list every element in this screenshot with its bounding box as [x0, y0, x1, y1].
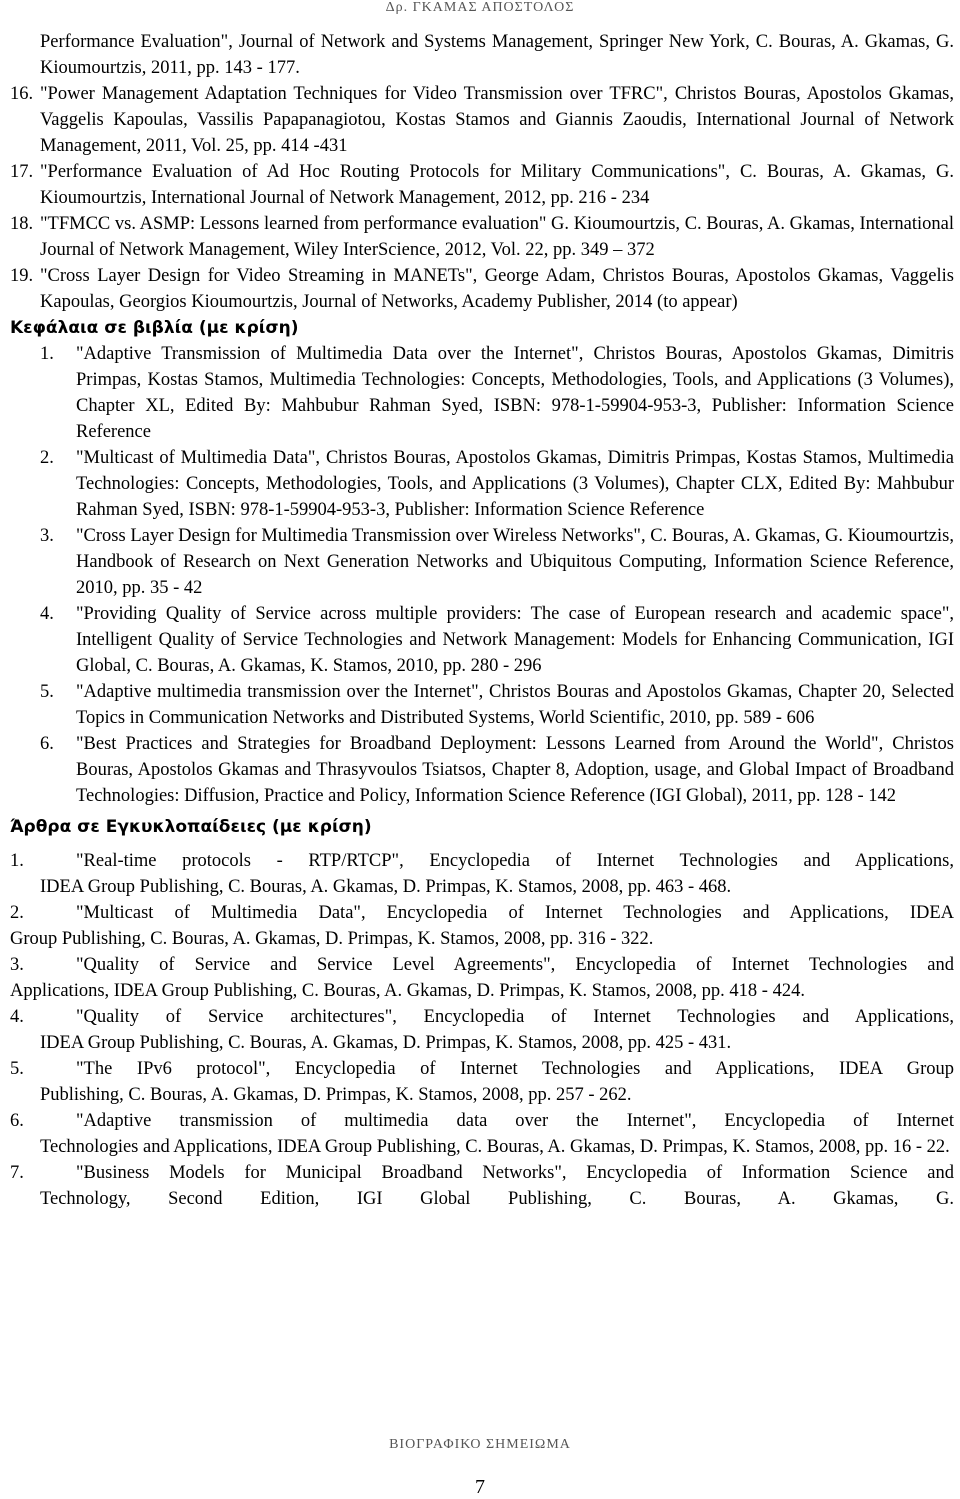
item-number: 1.: [10, 851, 24, 871]
item-text-continued: Group Publishing, C. Bouras, A. Gkamas, D. Primpas, K. Stamos, 2008, pp. 316 - 322.: [10, 929, 654, 949]
item-number: 5.: [40, 682, 54, 702]
item-text: "Quality of Service architectures", Encyclopedia of Internet Technologies and Applications,: [76, 1007, 954, 1027]
encyclopedia-item: [10, 952, 954, 1004]
item-text: "Multicast of Multimedia Data", Encyclopedia of Internet Technologies and Applications, IDEA: [76, 903, 954, 923]
item-text: "Best Practices and Strategies for Broadband Deployment: Lessons Learned from Around the World", Christos Bouras, Apostolos Gkamas and Thrasyvoulos Tsiatsos, Chapter 8, Adoption, usage, and Global Impact of Broadband Technologies: Diffusion, Practice and Policy, Information Science Reference (IGI Global), 2011, pp. 128 - 142: [76, 734, 954, 806]
chapter-item: [10, 601, 954, 679]
item-text: "TFMCC vs. ASMP: Lessons learned from performance evaluation" G. Kioumourtzis, C. Bouras, A. Gkamas, International Journal of Network Management, Wiley InterScience, 2012, Vol. 22, pp. 349 – 372: [40, 214, 954, 260]
journal-item: [10, 159, 954, 211]
item-number: 6.: [40, 734, 54, 754]
journal-item: [10, 81, 954, 159]
item-number: 18.: [10, 214, 34, 234]
item-number: 3.: [10, 955, 24, 975]
item-text-continued: Publishing, C. Bouras, A. Gkamas, D. Primpas, K. Stamos, 2008, pp. 257 - 262.: [40, 1085, 632, 1105]
page-footer: ΒΙΟΓΡΑΦΙΚΟ ΣΗΜΕΙΩΜΑ: [389, 1437, 571, 1452]
chapters-heading: Κεφάλαια σε βιβλία (με κρίση): [10, 318, 299, 338]
encyclopedia-item: [10, 1056, 954, 1108]
page-number: 7: [475, 1476, 485, 1498]
item-text: "Cross Layer Design for Video Streaming in MANETs", George Adam, Christos Bouras, Apostolos Gkamas, Vaggelis Kapoulas, Georgios Kioumourtzis, Journal of Networks, Academy Publisher, 2014 (to appear): [40, 266, 954, 312]
item-number: 3.: [40, 526, 54, 546]
chapter-item: [10, 341, 954, 445]
encyclopedia-item: [10, 848, 954, 900]
encyclopedia-heading: Άρθρα σε Εγκυκλοπαίδειες (με κρίση): [10, 817, 372, 837]
chapter-item: [10, 679, 954, 731]
item-text: "Adaptive multimedia transmission over the Internet", Christos Bouras and Apostolos Gkamas, Chapter 20, Selected Topics in Communication Networks and Distributed Systems, World Scientific, 2010, pp. 589 - 606: [76, 682, 954, 728]
item-number: 7.: [10, 1163, 24, 1183]
item-text: "Quality of Service and Service Level Agreements", Encyclopedia of Internet Technologies and: [76, 955, 954, 975]
item-number: 16.: [10, 84, 34, 104]
chapter-item: [10, 731, 954, 809]
item-number: 2.: [10, 903, 24, 923]
item-text-continued: IDEA Group Publishing, C. Bouras, A. Gkamas, D. Primpas, K. Stamos, 2008, pp. 463 - 468.: [40, 877, 732, 897]
encyclopedia-item: [10, 1160, 954, 1212]
item-text-continued: Applications, IDEA Group Publishing, C. Bouras, A. Gkamas, D. Primpas, K. Stamos, 2008, pp. 418 - 424.: [10, 981, 805, 1001]
chapter-item: [10, 445, 954, 523]
item-text: "Adaptive Transmission of Multimedia Data over the Internet", Christos Bouras, Apostolos Gkamas, Dimitris Primpas, Kostas Stamos, Multimedia Technologies: Concepts, Methodologies, Tools, and Applications (3 Volumes), Chapter XL, Edited By: Mahbubur Rahman Syed, ISBN: 978-1-59904-953-3, Publisher: Information Science Reference: [76, 344, 954, 442]
item-number: 1.: [40, 344, 54, 364]
page-header: Δρ. ΓΚΑΜΑΣ ΑΠΟΣΤΟΛΟΣ: [385, 0, 575, 15]
encyclopedia-item: [10, 900, 954, 952]
item-text-continued: Technologies and Applications, IDEA Group Publishing, C. Bouras, A. Gkamas, D. Primpas, K. Stamos, 2008, pp. 16 - 22.: [40, 1137, 950, 1157]
encyclopedia-item: [10, 1004, 954, 1056]
journal-item: [10, 263, 954, 315]
item-number: 19.: [10, 266, 34, 286]
item-text: "Real-time protocols - RTP/RTCP", Encyclopedia of Internet Technologies and Applications,: [76, 851, 954, 871]
item-text: "The IPv6 protocol", Encyclopedia of Internet Technologies and Applications, IDEA Group: [76, 1059, 954, 1079]
item-text-continued: IDEA Group Publishing, C. Bouras, A. Gkamas, D. Primpas, K. Stamos, 2008, pp. 425 - 431.: [40, 1033, 732, 1053]
encyclopedia-item: [10, 1108, 954, 1160]
item-text-continued: Technology, Second Edition, IGI Global Publishing, C. Bouras, A. Gkamas, G.: [40, 1189, 954, 1209]
item-number: 6.: [10, 1111, 24, 1131]
item-text: "Business Models for Municipal Broadband Networks", Encyclopedia of Information Science and: [76, 1163, 954, 1183]
journal-item-continuation: Performance Evaluation", Journal of Network and Systems Management, Springer New York, C. Bouras, A. Gkamas, G. Kioumourtzis, 2011, pp. 143 - 177.: [40, 32, 954, 78]
item-text: "Adaptive transmission of multimedia data over the Internet", Encyclopedia of Internet: [76, 1111, 954, 1131]
item-number: 4.: [40, 604, 54, 624]
item-text: "Power Management Adaptation Techniques for Video Transmission over TFRC", Christos Bouras, Apostolos Gkamas, Vaggelis Kapoulas, Vassilis Papapanagiotou, Kostas Stamos and Giannis Zaoudis, International Journal of Network Management, 2011, Vol. 25, pp. 414 -431: [40, 84, 954, 156]
item-number: 2.: [40, 448, 54, 468]
item-number: 4.: [10, 1007, 24, 1027]
journal-item: [10, 211, 954, 263]
item-text: "Providing Quality of Service across multiple providers: The case of European research and academic space", Intelligent Quality of Service Technologies and Network Management: Models for Enhancing Communication, IGI Global, C. Bouras, A. Gkamas, K. Stamos, 2010, pp. 280 - 296: [76, 604, 954, 676]
item-text: "Cross Layer Design for Multimedia Transmission over Wireless Networks", C. Bouras, A. Gkamas, G. Kioumourtzis, Handbook of Research on Next Generation Networks and Ubiquitous Computing, Information Science Reference, 2010, pp. 35 - 42: [76, 526, 954, 598]
item-text: "Performance Evaluation of Ad Hoc Routing Protocols for Military Communications", C. Bouras, A. Gkamas, G. Kioumourtzis, International Journal of Network Management, 2012, pp. 216 - 234: [40, 162, 954, 208]
chapter-item: [10, 523, 954, 601]
item-number: 5.: [10, 1059, 24, 1079]
item-text: "Multicast of Multimedia Data", Christos Bouras, Apostolos Gkamas, Dimitris Primpas, Kostas Stamos, Multimedia Technologies: Concepts, Methodologies, Tools, and Applications (3 Volumes), Chapter CLX, Edited By: Mahbubur Rahman Syed, ISBN: 978-1-59904-953-3, Publisher: Information Science Reference: [76, 448, 954, 520]
cv-content: [10, 29, 954, 1212]
item-number: 17.: [10, 162, 34, 182]
